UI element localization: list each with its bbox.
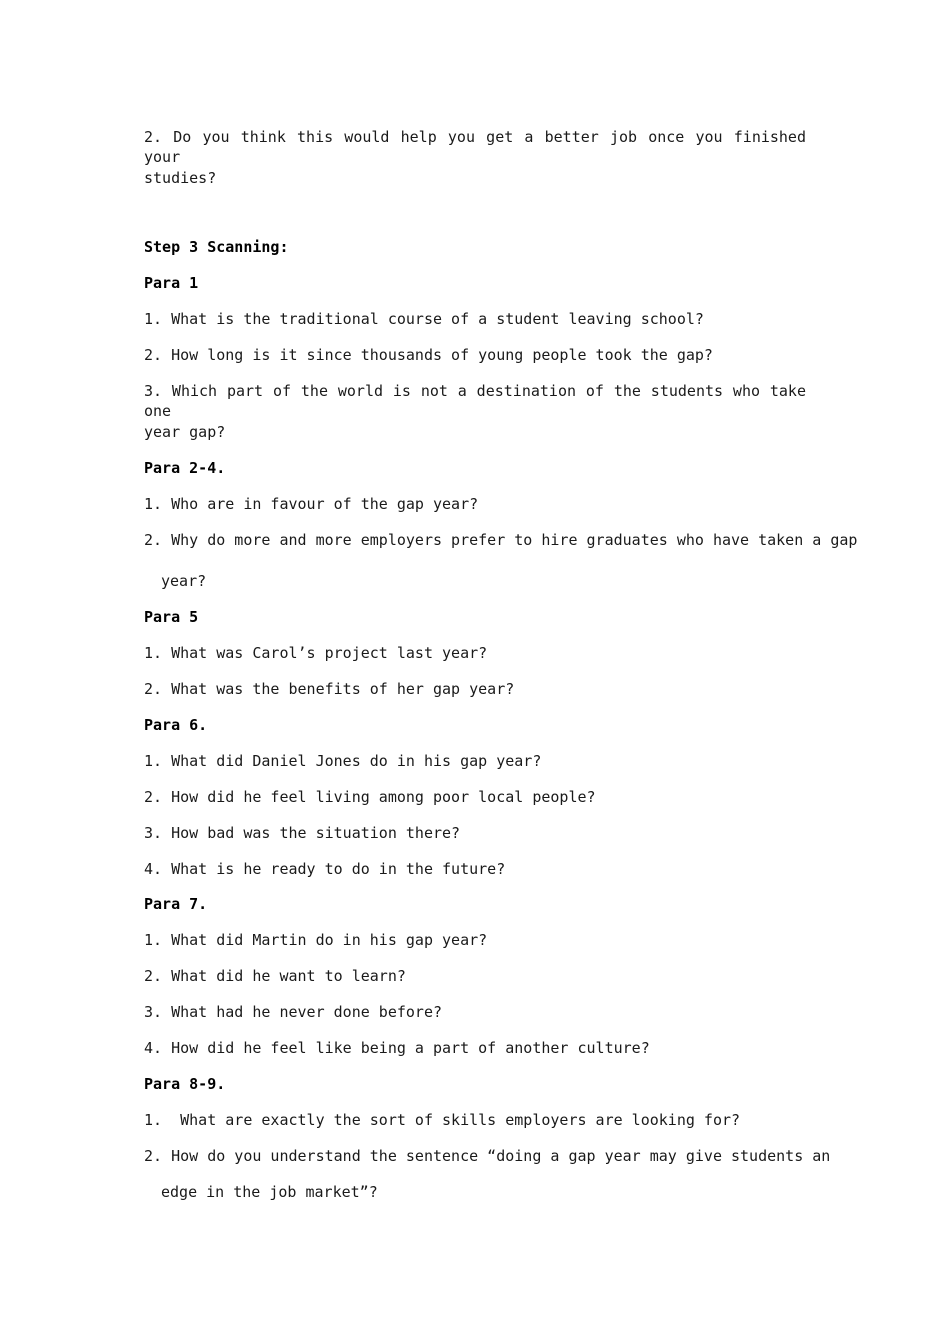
question-item: 2. What was the benefits of her gap year?: [144, 680, 515, 698]
question-item: 3. What had he never done before?: [144, 1003, 443, 1021]
question-item: 1. What is the traditional course of a student leaving school?: [144, 310, 704, 328]
question-item-continuation: year?: [161, 572, 207, 590]
section-heading-para-7: Para 7.: [144, 895, 208, 913]
section-heading-para-1: Para 1: [144, 274, 199, 292]
question-item-continuation: year gap?: [144, 423, 226, 441]
step-title: Step 3 Scanning:: [144, 238, 289, 256]
section-heading-para-5: Para 5: [144, 608, 199, 626]
section-heading-para-6: Para 6.: [144, 716, 208, 734]
intro-question-2-line-1: 2. Do you think this would help you get a better job once you finished your: [144, 128, 806, 166]
question-item: 3. Which part of the world is not a destination of the students who take one: [144, 382, 806, 420]
section-heading-para-8-9: Para 8-9.: [144, 1075, 226, 1093]
question-item: 2. What did he want to learn?: [144, 967, 406, 985]
intro-question-2-line-2: studies?: [144, 169, 217, 187]
question-item: 2. How do you understand the sentence “doing a gap year may give students an: [144, 1147, 831, 1165]
question-item: 2. Why do more and more employers prefer to hire graduates who have taken a gap: [144, 531, 858, 549]
question-item: 2. How long is it since thousands of young people took the gap?: [144, 346, 713, 364]
question-item: 1. What did Daniel Jones do in his gap year?: [144, 752, 542, 770]
question-item: 2. How did he feel living among poor local people?: [144, 788, 596, 806]
question-item: 1. What are exactly the sort of skills employers are looking for?: [144, 1111, 741, 1129]
question-item: 4. How did he feel like being a part of another culture?: [144, 1039, 650, 1057]
question-item: 3. How bad was the situation there?: [144, 824, 461, 842]
question-item: 1. Who are in favour of the gap year?: [144, 495, 479, 513]
question-item-continuation: edge in the job market”?: [161, 1183, 378, 1201]
question-item: 4. What is he ready to do in the future?: [144, 860, 506, 878]
question-item: 1. What was Carol’s project last year?: [144, 644, 488, 662]
section-heading-para-2-4: Para 2-4.: [144, 459, 226, 477]
question-item: 1. What did Martin do in his gap year?: [144, 931, 488, 949]
